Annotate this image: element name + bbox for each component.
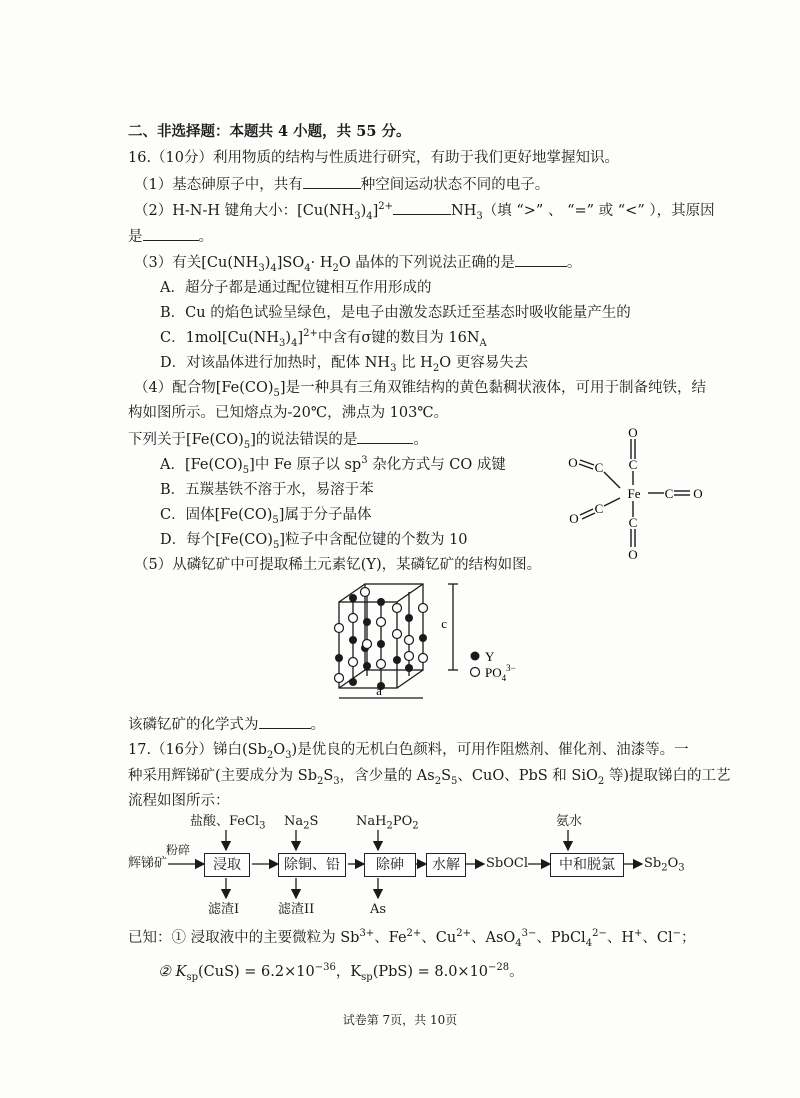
q16-part5-answer: 该磷钇矿的化学式为 。 [128,714,325,735]
q16-part2: （2）H-N-H 键角大小：$[Cu(NH_3)_4]^{2+}$ $NH_3$（填 “>” 、 “=” 或 “<” ），其原因 [134,201,715,222]
step-remove-as-box: 除砷 [364,853,416,877]
carbon-label: C [628,457,638,472]
residue-2-label: 滤渣II [278,902,315,917]
carbon-label: C [664,486,674,501]
po4-legend-label: $PO_4^{3-}$ [485,663,516,683]
product-label: $Sb_2O_3$ [644,856,685,874]
q16-part1: （1）基态砷原子中，共有 种空间运动状态不同的电子。 [134,174,549,195]
fe-co5-structure-diagram [560,425,710,565]
y-legend-marker [471,652,480,661]
intermediate-sbocl-label: SbOCl [486,856,528,871]
step-remove-cu-pb-box: 除铜、铅 [278,853,346,877]
answer-blank[interactable] [515,252,567,267]
oxygen-label: O [628,425,638,440]
q16-part3-option-a: A．超分子都是通过配位键相互作用形成的 [160,280,432,296]
q16-part3-option-c: C．$1mol[Cu(NH_3)_4]^{2+}$中含有σ键的数目为 $16N_A$ [160,328,487,349]
q16-part4-option-b: B．五羰基铁不溶于水，易溶于苯 [160,482,374,498]
q17-stem-line3: 流程如图所示： [128,793,230,809]
reagent-na2s-label: $Na_2S$ [284,814,319,832]
answer-blank[interactable] [303,174,361,189]
carbon-label: C [594,501,604,516]
q16-part5: （5）从磷钇矿中可提取稀土元素钇(Y)，某磷钇矿的结构如图。 [134,557,542,573]
po4-legend-marker [471,668,480,677]
grind-label: 粉碎 [166,843,191,857]
oxygen-label: O [693,486,703,501]
q16-part4-line2: 构如图所示。已知熔点为-20℃，沸点为 103℃。 [128,405,449,421]
q16-part4-option-a: A．$[Fe(CO)_5]$中 Fe 原子以 $sp^3$ 杂化方式与 CO 成键 [160,455,506,476]
q16-part4-line3: 下列关于$[Fe(CO)_5]$的说法错误的是 。 [128,429,428,450]
fe-center-label: Fe [627,486,641,501]
q17-known-1: 已知：① 浸取液中的主要微粒为 $Sb^{3+}$、$Fe^{2+}$、$Cu^{2+}$、AsO$_4^{3-}$、PbCl$_4^{2-}$、H+、Cl−； [128,928,696,949]
raw-material-label: 辉锑矿 [128,856,168,871]
q17-stem-line1: 17.（16分）锑白$(Sb_2O_3)$是优良的无机白色颜料，可用作阻燃剂、催化剂、油漆等。一 [128,742,689,761]
answer-blank[interactable] [143,226,199,241]
q16-part2-reason: 是 。 [128,226,213,247]
q17-stem-line2: 种采用辉锑矿(主要成分为 $Sb_2S_3$，含少量的 $As_2S_5$、CuO、PbS 和 SiO$_2$ 等)提取锑白的工艺 [128,768,731,787]
q16-part3: （3）有关$[Cu(NH_3)_4]SO_4\cdot H_2O$ 晶体的下列说法正确的是 。 [134,252,581,273]
q16-part4-line1: （4）配合物$[Fe(CO)_5]$是一种具有三角双锥结构的黄色黏稠状液体，可用于制备纯铁，结 [134,380,707,399]
residue-1-label: 滤渣I [208,902,240,917]
crystal-cell-diagram [325,578,525,708]
answer-blank[interactable] [393,200,451,215]
q16-part4-option-c: C．固体$[Fe(CO)_5]$属于分子晶体 [160,507,372,526]
oxygen-label: O [568,455,578,470]
step-leaching-box: 浸取 [204,853,250,877]
oxygen-label: O [628,547,638,562]
q16-part3-option-d: D．对该晶体进行加热时，配体 $NH_3$ 比 $H_2O$ 更容易失去 [160,355,529,374]
oxygen-label: O [569,511,579,526]
residue-as-label: As [370,902,387,917]
page-footer: 试卷第 7页，共 10页 [342,1013,458,1027]
answer-blank[interactable] [357,429,413,444]
carbon-label: C [594,460,604,475]
y-legend-label: Y [485,649,495,664]
carbon-label: C [628,515,638,530]
q17-known-2: ② $K_{sp}(CuS) = 6.2\times 10^{-36}$，$K_{sp}(PbS) = 8.0\times 10^{-28}$。 [158,962,524,983]
q16-part4-option-d: D．每个$[Fe(CO)_5]$粒子中含配位键的个数为 10 [160,532,468,551]
answer-blank[interactable] [259,714,311,729]
step-hydrolysis-box: 水解 [426,853,466,877]
q16-stem: 16.（10分）利用物质的结构与性质进行研究，有助于我们更好地掌握知识。 [128,150,620,166]
dimension-c-label: c [441,616,447,631]
reagent-ammonia-label: 氨水 [556,814,583,829]
reagent-nah2po2-label: $NaH_2PO_2$ [356,814,419,832]
q16-part3-option-b: B．Cu 的焰色试验呈绿色，是电子由激发态跃迁至基态时吸收能量产生的 [160,305,631,321]
section-title: 二、非选择题：本题共 4 小题，共 55 分。 [128,123,411,140]
reagent-hcl-fecl3-label: 盐酸、FeCl$_3$ [190,814,266,832]
step-neutralize-box: 中和脱氯 [550,853,624,877]
dimension-a-label: a [376,683,382,698]
